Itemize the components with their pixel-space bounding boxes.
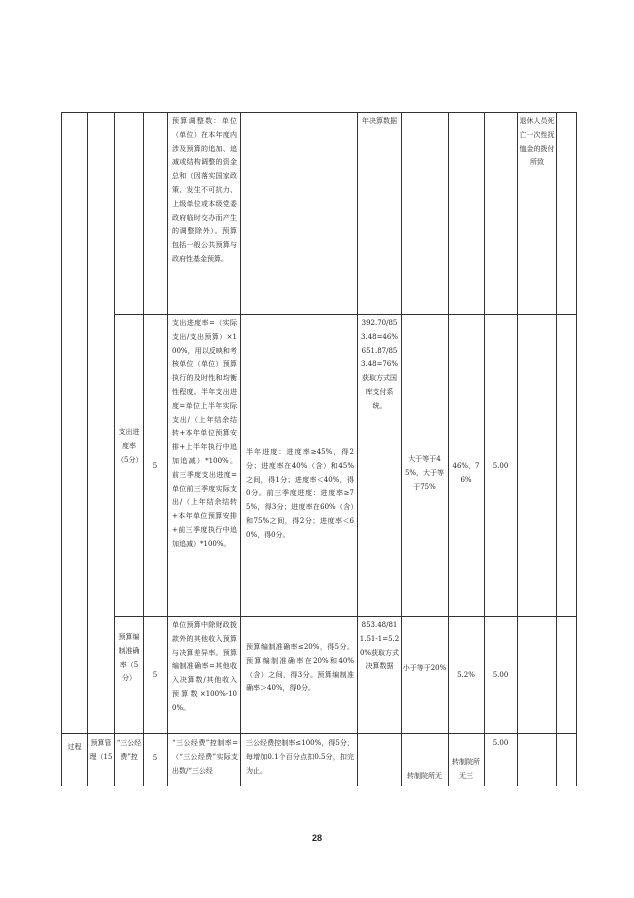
row-b-weight: 5 bbox=[152, 462, 158, 470]
row-d-level1: 过程 bbox=[67, 743, 82, 751]
table-border bbox=[114, 112, 115, 786]
table-border bbox=[576, 112, 577, 786]
row-d-score: 5.00 bbox=[492, 739, 509, 747]
table-border bbox=[61, 733, 576, 734]
table-border bbox=[556, 112, 557, 786]
row-c-scoring-standard: 预算编制准确率≤20%，得5分。预算编制准确率在20%和40%（含）之间，得3分。预算编制准确率＞40%，得0分。 bbox=[246, 643, 354, 693]
row-d-level2: 预算管理（15 bbox=[89, 739, 113, 761]
row-d-scoring-standard: 三公经费控制率≤100%，得5分，每增加0.1个百分点扣0.5分，扣完为止。 bbox=[246, 739, 354, 775]
row-b-scoring-standard: 半年进度：进度率≥45%，得2分；进度率在40%（含）和45%之间，得1分；进度率＜40%，得0分。前三季度进度：进度率≥75%，得3分；进度率在60%（含）和75%之间，得2分；进度率＜60%，得0分。 bbox=[246, 448, 354, 539]
row-d-actual: 转制院所无三 bbox=[452, 758, 480, 780]
row-b-actual: 46%，76% bbox=[452, 462, 480, 484]
row-d-indicator-name: “三公经费”控 bbox=[116, 739, 142, 761]
table-border bbox=[448, 112, 449, 786]
row-d-target: 转制院所无 bbox=[407, 772, 442, 780]
row-b-data-source: 392.70/853.48=46%651.87/853.48=76%获取方式国库支付系统。 bbox=[360, 319, 398, 410]
table-border bbox=[357, 112, 358, 786]
table-border bbox=[61, 112, 62, 786]
row-b-score: 5.00 bbox=[492, 462, 509, 470]
table-border bbox=[484, 112, 485, 786]
row-a-description: 预算调整数：单位（单位）在本年度内涉及预算的追加、追减或结构调整的资金总和（因落实国家政策、发生不可抗力、上级单位或本级党委政府临时交办而产生的调整除外）。预算包括一般公共预算与政府性基金预算。 bbox=[172, 117, 237, 263]
table-border bbox=[240, 112, 241, 786]
table-border bbox=[61, 112, 576, 113]
row-b-target: 大于等于45%，大于等于75% bbox=[404, 455, 445, 491]
page-number: 28 bbox=[311, 833, 322, 843]
table-border bbox=[143, 112, 144, 786]
row-d-description: “三公经费”控制率=（“三公经费”实际支出数/“三公经 bbox=[172, 739, 238, 775]
table-border bbox=[114, 616, 576, 617]
row-c-weight: 5 bbox=[152, 671, 158, 679]
row-a-remark: 退休人员死亡一次性抚恤金的拨付所致 bbox=[519, 117, 555, 167]
row-a-data-source: 年决算数据 bbox=[362, 117, 397, 125]
row-c-indicator-name: 预算编制准确率（5分） bbox=[118, 633, 140, 683]
table-border bbox=[167, 112, 168, 786]
row-b-indicator-name: 支出进度率（5分） bbox=[117, 428, 143, 464]
row-c-target: 小于等于20% bbox=[402, 664, 447, 672]
row-c-score: 5.00 bbox=[492, 671, 509, 679]
table-border bbox=[114, 314, 576, 315]
table-border bbox=[401, 112, 402, 786]
row-b-description: 支出进度率=（实际支出/支出预算）×100%，用以反映和考核单位（单位）预算执行的及时性和均衡性程度。半年支出进度=单位上半年实际支出/（上年结余结转+本年单位预算安排+上半年执行中追加追减）*100%。前三季度支出进度=单位前三季度实际支出/（上年结余结转+本年单位预算安排+前三季度执行中追加追减）*100%。 bbox=[172, 319, 237, 548]
row-c-data-source: 853.48/811.51-1=5.20%获取方式决算数据 bbox=[359, 621, 400, 671]
table-border bbox=[87, 112, 88, 786]
row-c-actual: 5.2% bbox=[457, 671, 475, 679]
table-border bbox=[517, 112, 518, 786]
row-d-weight: 5 bbox=[152, 754, 158, 762]
row-c-description: 单位预算中除财政拨款外的其他收入预算与决算差异率。预算编制准确率=其他收入决算数/其他收入预算数×100%-100%。 bbox=[172, 621, 237, 712]
